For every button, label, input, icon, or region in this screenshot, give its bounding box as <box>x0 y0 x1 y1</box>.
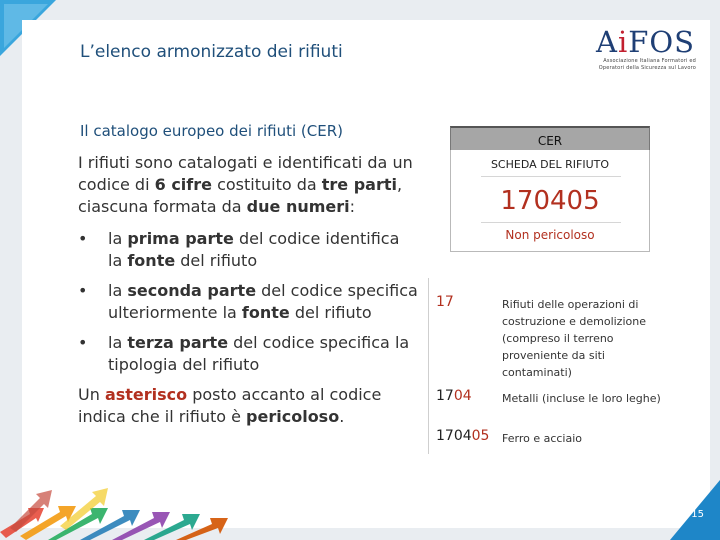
cer-card <box>450 150 650 252</box>
intro-paragraph: I rifiuti sono catalogati e identificati da un codice di 6 cifre costituito da tre parti, ciascuna formata da due numeri: <box>78 153 413 216</box>
bullet-item: • la terza parte del codice specifica la tipologia del rifiuto <box>78 333 410 374</box>
logo-wordmark: AiFOS <box>596 25 695 59</box>
cer-code: 170405 <box>500 186 600 216</box>
cer-divider <box>481 222 621 223</box>
cer-row-code: 17 <box>436 294 454 310</box>
cer-row-description: Ferro e acciaio <box>502 432 583 445</box>
section-subtitle: Il catalogo europeo dei rifiuti (CER) <box>80 122 343 140</box>
table-divider <box>428 278 429 454</box>
cer-row-code: 1704 <box>436 388 472 404</box>
cer-row-description: Metalli (incluse le loro leghe) <box>502 392 661 405</box>
body-text <box>78 152 418 428</box>
bullet-item: • la seconda parte del codice specifica ulteriormente la fonte del rifiuto <box>78 281 418 322</box>
page-title: L’elenco armonizzato dei rifiuti <box>80 42 343 62</box>
cer-card-header: CER <box>450 126 650 150</box>
cer-status: Non pericoloso <box>505 228 595 242</box>
aifos-logo <box>596 26 696 72</box>
colored-arrows-decoration <box>0 468 240 540</box>
cer-divider <box>481 176 621 177</box>
logo-subtitle: Associazione Italiana Formatori ed Operatori della Sicurezza sul Lavoro <box>598 58 696 71</box>
cer-sheet-label: SCHEDA DEL RIFIUTO <box>490 158 610 171</box>
closing-paragraph: Un asterisco posto accanto al codice indica che il rifiuto è pericoloso. <box>78 385 382 426</box>
cer-row-description: Rifiuti delle operazioni di costruzione e demolizione (compreso il terreno proveniente da siti contaminati) <box>502 298 646 379</box>
bullet-item: • la prima parte del codice identifica la fonte del rifiuto <box>78 229 400 270</box>
page-number: 15 <box>691 509 704 520</box>
cer-row-code: 170405 <box>436 428 490 444</box>
